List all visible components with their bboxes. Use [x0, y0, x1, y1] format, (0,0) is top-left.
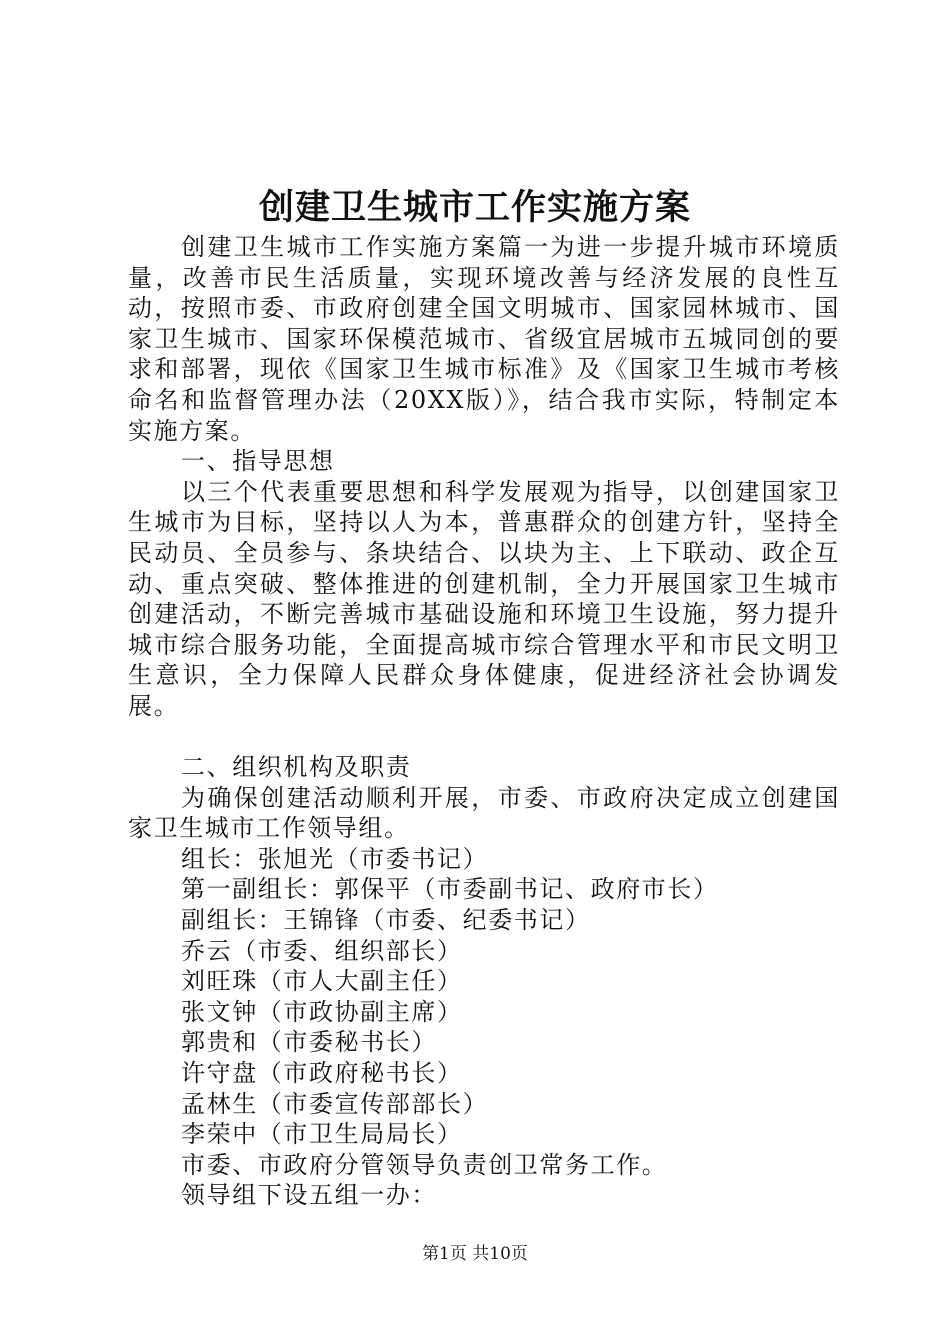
member-line: 第一副组长：郭保平（市委副书记、政府市长）: [181, 875, 719, 904]
page-footer: 第1页 共10页: [422, 1244, 528, 1264]
member-line: 李荣中（市卫生局局长）: [181, 1120, 463, 1149]
closing-line: 市委、市政府分管领导负责创卫常务工作。: [181, 1150, 668, 1179]
member-line: 刘旺珠（市人大副主任）: [181, 967, 463, 996]
member-line: 张文钟（市政协副主席）: [181, 997, 463, 1026]
intro-paragraph: 创建卫生城市工作实施方案篇一为进一步提升城市环境质量，改善市民生活质量，实现环境改善与经济发展的良性互动，按照市委、市政府创建全国文明城市、国家园林城市、国家卫生城市、国家环保模范城市、省级宜居城市五城同创的要求和部署，现依《国家卫生城市标准》及《国家卫生城市考核命名和监督管理办法（20XX版）》，结合我市实际，特制定本实施方案。: [128, 233, 840, 445]
member-line: 许守盘（市政府秘书长）: [181, 1059, 463, 1088]
member-line: 组长：张旭光（市委书记）: [181, 844, 489, 873]
member-line: 郭贵和（市委秘书长）: [181, 1028, 437, 1057]
document-title: 创建卫生城市工作实施方案: [258, 187, 691, 228]
document-body: [128, 232, 840, 1211]
member-line: 副组长：王锦锋（市委、纪委书记）: [181, 906, 591, 935]
paragraph-gap: [128, 722, 840, 753]
organization-paragraph: 为确保创建活动顺利开展，市委、市政府决定成立创建国家卫生城市工作领导组。: [128, 783, 840, 843]
section-heading-organization: 二、组织机构及职责: [181, 753, 412, 782]
section-heading-guiding-ideology: 一、指导思想: [181, 447, 335, 476]
closing-line: 领导组下设五组一办：: [181, 1181, 437, 1210]
member-line: 乔云（市委、组织部长）: [181, 936, 463, 965]
guiding-ideology-paragraph: 以三个代表重要思想和科学发展观为指导，以创建国家卫生城市为目标，坚持以人为本，普惠群众的创建方针，坚持全民动员、全员参与、条块结合、以块为主、上下联动、政企互动、重点突破、整体推进的创建机制，全力开展国家卫生城市创建活动，不断完善城市基础设施和环境卫生设施，努力提升城市综合服务功能，全面提高城市综合管理水平和市民文明卫生意识，全力保障人民群众身体健康，促进经济社会协调发展。: [128, 477, 840, 720]
member-line: 孟林生（市委宣传部部长）: [181, 1089, 489, 1118]
